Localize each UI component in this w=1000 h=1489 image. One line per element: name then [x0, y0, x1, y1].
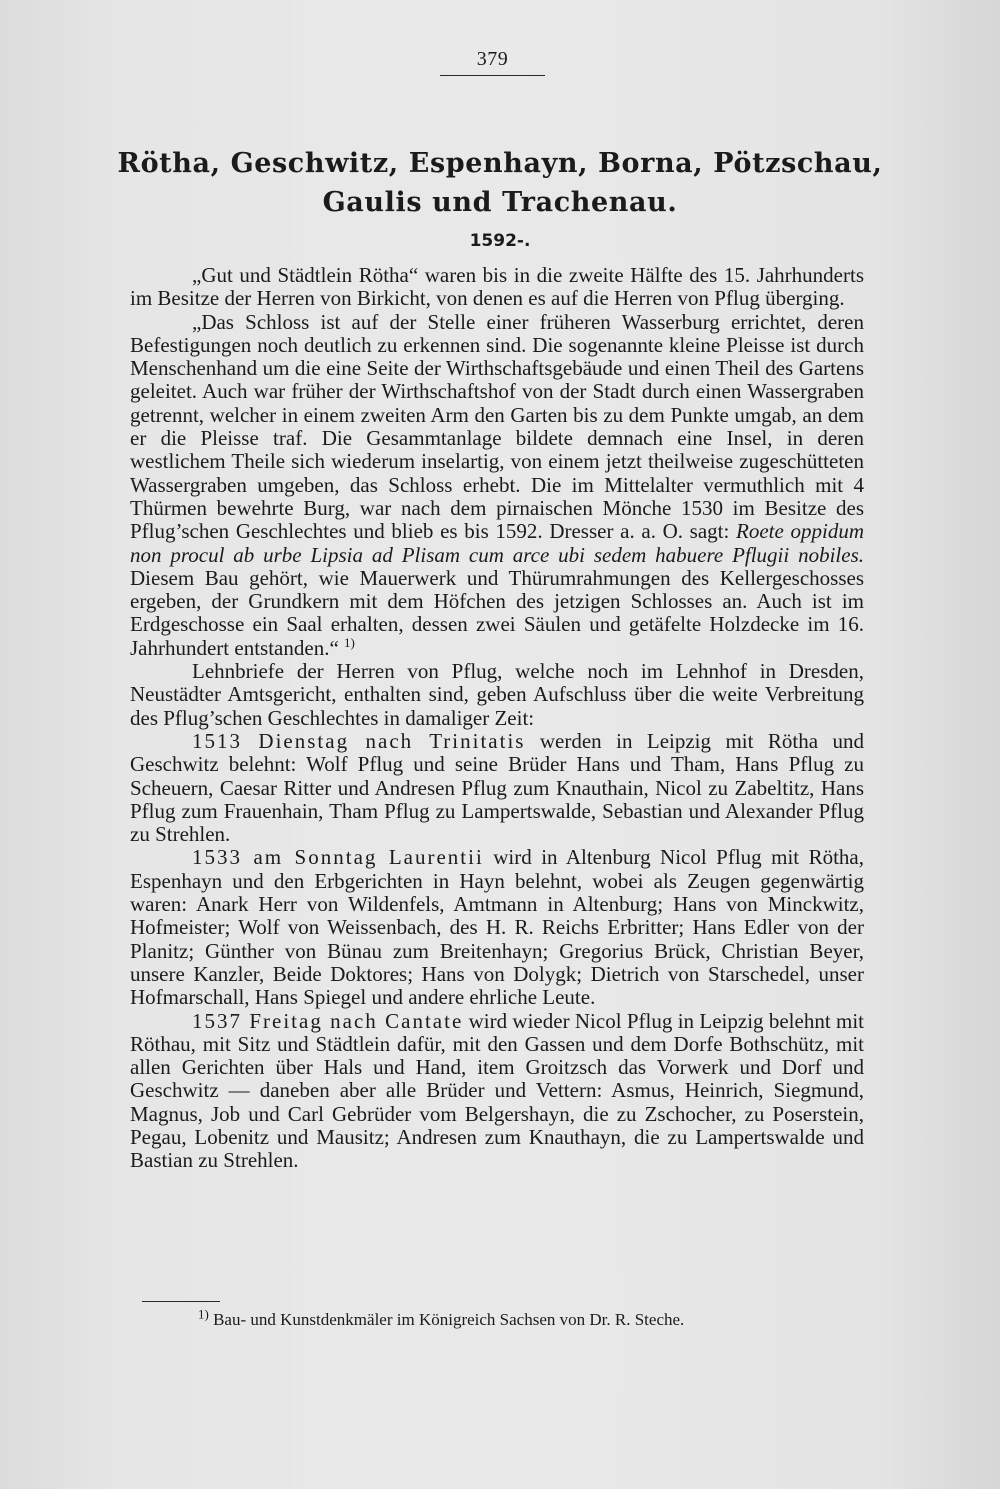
footnote-reference: 1): [344, 634, 355, 650]
paragraph-5-date: 1533 am Sonntag Laurentii: [192, 845, 484, 870]
footnote-marker: 1): [198, 1306, 209, 1322]
paragraph-4: [130, 730, 864, 846]
paragraph-4-date: 1513 Dienstag nach Trinitatis: [192, 728, 526, 753]
footnote-text: Bau- und Kunstdenkmäler im Königreich Sachsen von Dr. R. Steche.: [208, 1310, 685, 1329]
paragraph-5-text: wird in Altenburg Nicol Pflug mit Rötha, Espenhayn und den Erbgerichten in Hayn belehnt, wobei als Zeugen gegenwärtig waren: Anark Herr von Wildenfels, Amtmann in Altenburg; Hans von Minckwitz, Hofmeister; Wolf von Weissenbach, des H. R. Reichs Erbritter; Hans Edler von der Planitz; Günther von Bünau zum Breitenhayn; Gregorius Brück, Christian Beyer, unsere Kanzler, Beide Doktores; Hans von Dolygk; Dietrich von Starschedel, unser Hofmarschall, Hans Spiegel und andere ehrliche Leute.: [130, 845, 864, 1010]
page-number: 379: [476, 48, 509, 70]
chapter-title-line-2: Gaulis und Trachenau.: [322, 187, 678, 218]
body-text: [130, 264, 864, 1173]
footnote-rule: [142, 1301, 220, 1302]
paragraph-6-text: wird wieder Nicol Pflug in Leipzig belehnt mit Röthau, mit Sitz und Städtlein dafür, mit den Gassen und dem Dorfe Bothschütz, mit allen Gerichten über Hals und Hand, item Groitzsch das Vorwerk und Dorf und Geschwitz — daneben aber alle Brüder und Vettern: Asmus, Heinrich, Siegmund, Magnus, Job und Carl Gebrüder vom Belgershayn, die zu Zschocher, zu Poserstein, Pegau, Lobenitz und Mausitz; Andresen zum Knauthayn, die zu Lampertswalde und Bastian zu Strehlen.: [130, 1008, 865, 1173]
paragraph-6: [130, 1010, 864, 1173]
chapter-title-line-1: Rötha, Geschwitz, Espenhayn, Borna, Pötzschau,: [117, 148, 883, 179]
paragraph-2-text-a: „Das Schloss ist auf der Stelle einer früheren Wasserburg errichtet, deren Befestigungen noch deutlich zu erkennen sind. Die sogenannte kleine Pleisse ist durch Menschenhand um die eine Seite der Wirthschaftsgebäude und einen Theil des Gartens geleitet. Auch war früher der Wirthschaftshof von der Stadt durch einen Wassergraben getrennt, welcher in einem zweiten Arm den Garten bis zu dem Punkte umgab, an dem er die Pleisse traf. Die Gesammtanlage bildete demnach eine Insel, in deren westlichem Theile sich wiederum inselartig, von einem jetzt theilweise zugeschütteten Wassergraben umgeben, das Schloss erhebt. Die im Mittelalter vermuthlich mit 4 Thürmen bewehrte Burg, war nach dem pirnaischen Mönche 1530 im Besitze des Pflug’schen Geschlechtes und blieb es bis 1592. Dresser a. a. O. sagt:: [130, 309, 864, 544]
paragraph-6-date: 1537 Freitag nach Cantate: [192, 1008, 464, 1033]
paragraph-2-text-b: Diesem Bau gehört, wie Mauerwerk und Thürumrahmungen des Kellergeschosses ergeben, der Grundkern mit dem Höfchen des jetzigen Schlosses an. Auch ist im Erdgeschosse ein Saal erhalten, dessen zwei Säulen und getäfelte Holzdecke im 16. Jahrhundert entstanden.“: [130, 565, 864, 660]
latin-quotation: Roete oppidum non procul ab urbe Lipsia ad Plisam cum arce ubi sedem habuere Pflugii nobiles.: [130, 519, 864, 567]
paragraph-2: [130, 311, 864, 660]
paragraph-3: Lehnbriefe der Herren von Pflug, welche noch im Lehnhof in Dresden, Neustädter Amtsgericht, enthalten sind, geben Aufschluss über die weite Verbreitung des Pflug’schen Geschlechtes in damaliger Zeit:: [130, 659, 864, 730]
paragraph-1: „Gut und Städtlein Rötha“ waren bis in die zweite Hälfte des 15. Jahrhunderts im Besitze der Herren von Birkicht, von denen es auf die Herren von Pflug überging.: [130, 263, 864, 311]
page-number-rule: [440, 75, 545, 76]
paragraph-4-text: werden in Leipzig mit Rötha und Geschwitz belehnt: Wolf Pflug und seine Brüder Hans und Tham, Hans Pflug zu Scheuern, Caesar Ritter und Andresen Pflug zum Knauthain, Nicol zu Zabeltitz, Hans Pflug zum Frauenhain, Tham Pflug zu Lampertswalde, Sebastian und Alexander Pflug zu Strehlen.: [130, 728, 864, 847]
chapter-date: 1592-.: [469, 231, 531, 251]
footnote: [198, 1306, 838, 1330]
paragraph-5: [130, 846, 864, 1009]
